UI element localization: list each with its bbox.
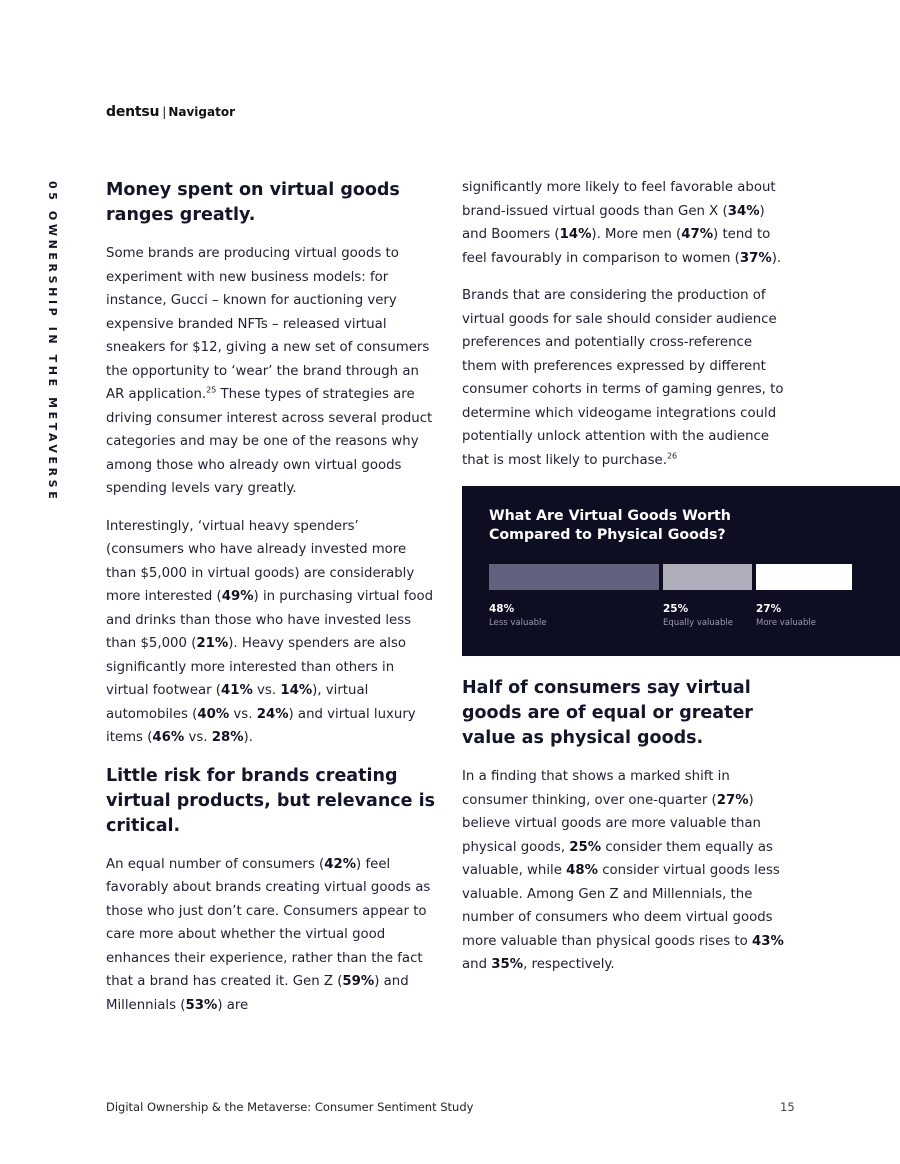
bar-more-valuable [756, 564, 852, 590]
footnote-ref: 26 [666, 451, 678, 461]
left-column [106, 178, 440, 1031]
paragraph-favorable: significantly more likely to feel favorable about brand-issued virtual goods than Gen X (34%) and Boomers (14%). More men (47%) tend to feel favourably in comparison to women (37%). [462, 180, 782, 266]
section-name: Navigator [168, 105, 235, 119]
heading-half-of-consumers: Half of consumers say virtual goods are of equal or greater value as physical goods. [462, 678, 753, 748]
heading-little-risk: Little risk for brands creating virtual products, but relevance is critical. [106, 765, 436, 836]
paragraph-brands-considering: Brands that are considering the production of virtual goods for sale should consider audience preferences and potentially cross-reference them with preferences expressed by different consumer cohorts in terms of gaming genres, to determine which videogame integrations could potentially unlock attention with the audience that is most likely to purchase.$^{26}$ [462, 288, 784, 468]
bar-label-more-valuable: More valuable [756, 618, 816, 628]
brand-name: dentsu [106, 104, 160, 120]
bar-value-more-valuable: 27% [756, 603, 782, 615]
bar-equally-valuable [663, 564, 752, 590]
chart-title: What Are Virtual Goods Worth Compared to Physical Goods? [489, 508, 731, 543]
bar-label-less-valuable: Less valuable [489, 618, 547, 628]
footer-title: Digital Ownership & the Metaverse: Consumer Sentiment Study [106, 1100, 474, 1114]
virtual-goods-worth-chart [462, 486, 900, 656]
right-column [462, 178, 816, 991]
page-number: 15 [780, 1100, 795, 1114]
logo-separator: | [162, 105, 167, 119]
bar-label-equally-valuable: Equally valuable [663, 618, 734, 628]
paragraph-marked-shift: In a finding that shows a marked shift in consumer thinking, over one-quarter (27%) believe virtual goods are more valuable than physical goods, 25% consider them equally as valuable, while 48% consider virtual goods less valuable. Among Gen Z and Millennials, the number of consumers who deem virtual goods more valuable than physical goods rises to 43% and 35%, respectively. [462, 769, 784, 972]
bar-value-equally-valuable: 25% [663, 603, 689, 615]
bar-value-less-valuable: 48% [489, 603, 515, 615]
heading-money-spent: Money spent on virtual goods ranges greatly. [106, 180, 400, 225]
paragraph-heavy-spenders: Interestingly, ‘virtual heavy spenders’ (consumers who have already invested more than $5,000 in virtual goods) are considerably more interested (49%) in purchasing virtual food and drinks than those who have invested less than $5,000 (21%). Heavy spenders are also significantly more interested than others in virtual footwear (41% vs. 14%), virtual automobiles (40% vs. 24%) and virtual luxury items (46% vs. 28%). [106, 518, 434, 745]
paragraph-gucci: Some brands are producing virtual goods to experiment with new business models: for instance, Gucci – known for auctioning very expensive branded NFTs – released virtual sneakers for $12, giving a new set of consumers the opportunity to ‘wear’ the brand through an AR application.$^{25}$ These types of strategies are driving consumer interest across several product categories and may be one of the reasons why among those who already own virtual goods spending levels vary greatly. [106, 246, 433, 496]
paragraph-equal-number: An equal number of consumers (42%) feel favorably about brands creating virtual goods as those who just don’t care. Consumers appear to care more about whether the virtual good enhances their experience, rather than the fact that a brand has created it. Gen Z (59%) and Millennials (53%) are [106, 856, 431, 1013]
bar-less-valuable [489, 564, 659, 590]
footnote-ref: 25 [206, 385, 217, 395]
side-section-label: 05 OWNERSHIP IN THE METAVERSE [46, 181, 59, 503]
dentsu-logo [106, 104, 235, 120]
chart-bars [489, 564, 851, 590]
